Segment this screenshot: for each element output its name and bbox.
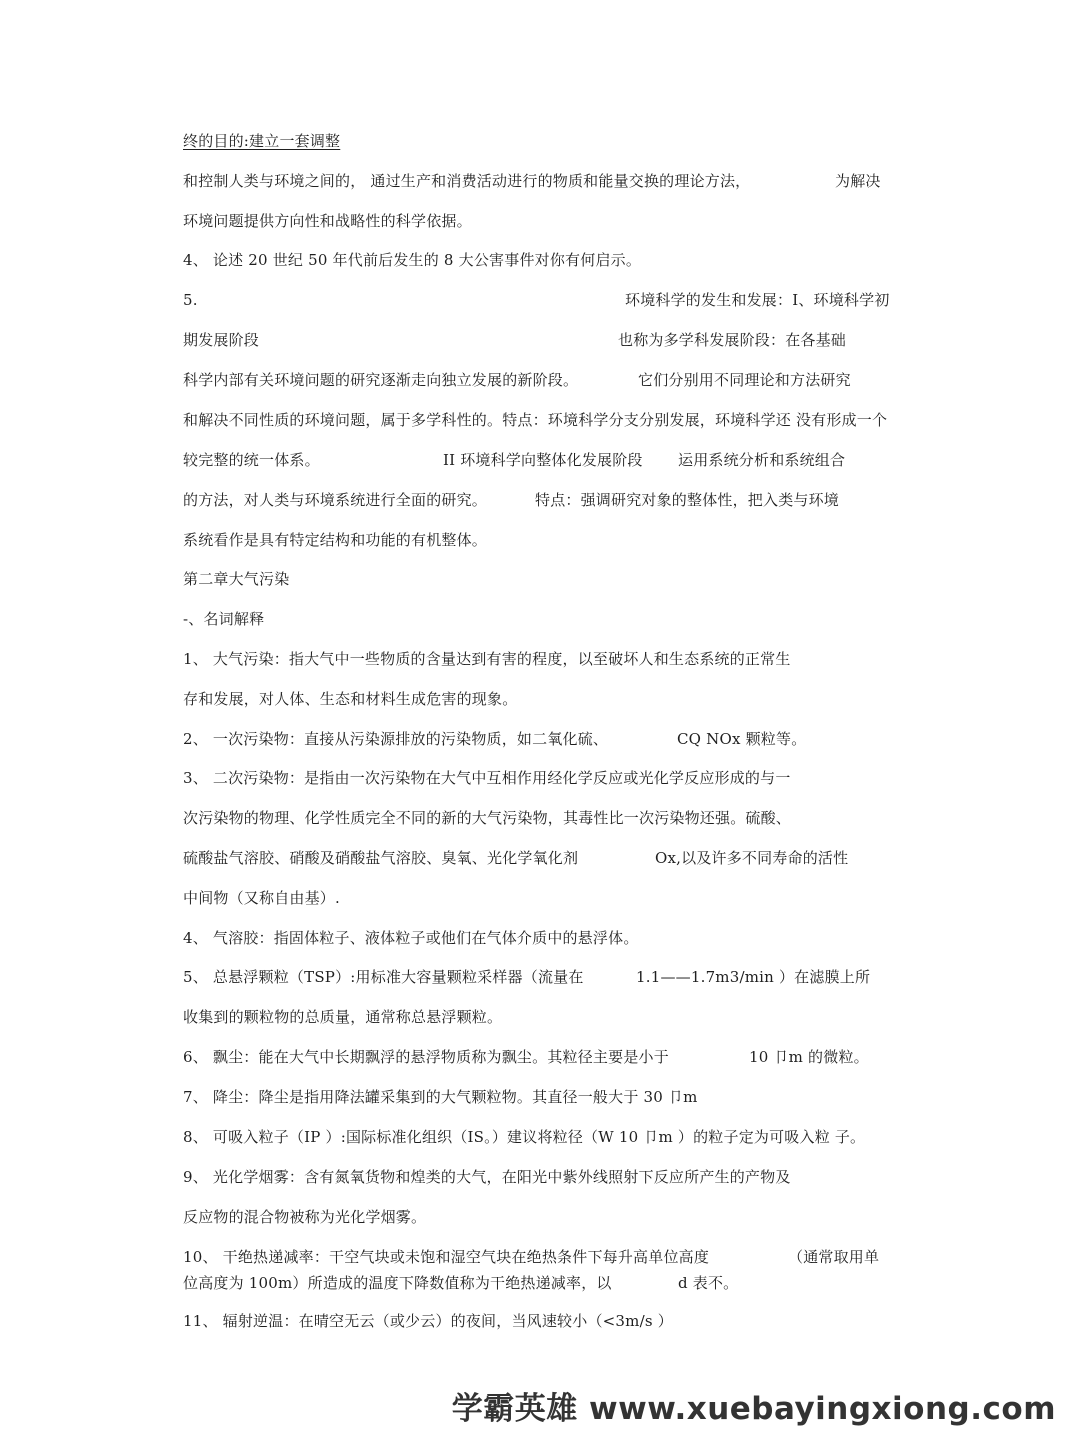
text-segment: 位高度为 100m）所造成的温度下降数值称为干绝热递减率，以 [183,1274,612,1292]
text-segment: 它们分别用不同理论和方法研究 [638,371,851,389]
text-segment: 6、 飘尘：能在大气中长期飘浮的悬浮物质称为飘尘。其粒径主要是小于 [183,1048,669,1066]
text-segment: 运用系统分析和系统组合 [678,451,846,469]
text-segment: 的方法，对人类与环境系统进行全面的研究。 [183,491,488,509]
text-segment: 3、 二次污染物：是指由一次污染物在大气中互相作用经化学反应或光化学反应形成的与一 [183,769,791,787]
text-segment: 和控制人类与环境之间的， 通过生产和消费活动进行的物质和能量交换的理论方法， [183,172,751,190]
text-segment: 也称为多学科发展阶段：在各基础 [618,331,847,349]
text-segment: -、名词解释 [183,610,265,628]
text-segment: II 环境科学向整体化发展阶段 [443,451,643,469]
text-segment: 2、 一次污染物：直接从污染源排放的污染物质，如二氧化硫、 [183,730,609,748]
text-segment: 存和发展，对人体、生态和材料生成危害的现象。 [183,690,518,708]
text-segment: 1、 大气污染：指大气中一些物质的含量达到有害的程度，以至破坏人和生态系统的正常生 [183,650,791,668]
text-segment: d 表不。 [678,1274,739,1292]
text-segment: 4、 气溶胶：指固体粒子、液体粒子或他们在气体介质中的悬浮体。 [183,929,639,947]
text-segment: （通常取用单 [788,1248,880,1266]
text-segment: 7、 降尘：降尘是指用降法罐采集到的大气颗粒物。其直径一般大于 30 卩m [183,1088,698,1106]
text-segment: 特点：强调研究对象的整体性，把入类与环境 [535,491,840,509]
site-watermark: 学霸英雄 www.xuebayingxiong.com [451,1391,1056,1427]
text-segment: 8、 可吸入粒子（IP ）:国际标准化组织（IS。）建议将粒径（W 10 卩m ）的粒子定为可吸入粒 子。 [183,1128,866,1146]
text-segment: 收集到的颗粒物的总质量，通常称总悬浮颗粒。 [183,1008,503,1026]
text-segment: 环境科学的发生和发展：I、环境科学初 [625,291,890,309]
text-segment: 中间物（又称自由基）. [183,889,340,907]
text-segment: Ox,以及许多不同寿命的活性 [655,849,849,867]
text-segment: 系统看作是具有特定结构和功能的有机整体。 [183,531,488,549]
text-segment: 次污染物的物理、化学性质完全不同的新的大气污染物，其毒性比一次污染物还强。硫酸、 [183,809,792,827]
text-segment: 4、 论述 20 世纪 50 年代前后发生的 8 大公害事件对你有何启示。 [183,251,642,269]
text-segment: 较完整的统一体系。 [183,451,320,469]
text-segment: 5. [183,291,198,309]
text-segment: 10、 干绝热递减率：干空气块或未饱和湿空气块在绝热条件下每升高单位高度 [183,1248,710,1266]
text-segment: 1.1——1.7m3/min ）在滤膜上所 [636,968,871,986]
text-segment: 为解决 [835,172,881,190]
text-segment: 环境问题提供方向性和战略性的科学依据。 [183,212,472,230]
text-segment: CQ NOx 颗粒等。 [677,730,807,748]
text-segment: 9、 光化学烟雾：含有氮氧货物和煌类的大气，在阳光中紫外线照射下反应所产生的产物及 [183,1168,791,1186]
text-segment: 第二章大气污染 [183,570,290,588]
text-segment: 反应物的混合物被称为光化学烟雾。 [183,1208,427,1226]
text-segment: 科学内部有关环境问题的研究逐渐走向独立发展的新阶段。 [183,371,579,389]
text-segment: 11、 辐射逆温：在晴空无云（或少云）的夜间，当风速较小（<3m/s ） [183,1312,673,1330]
text-segment: 期发展阶段 [183,331,260,349]
text-segment: 终的目的:建立一套调整 [183,132,341,150]
text-segment: 5、 总悬浮颗粒（TSP）:用标准大容量颗粒采样器（流量在 [183,968,584,986]
text-segment: 10 卩m 的微粒。 [749,1048,869,1066]
text-segment: 硫酸盐气溶胶、硝酸及硝酸盐气溶胶、臭氧、光化学氧化剂 [183,849,579,867]
text-segment: 和解决不同性质的环境问题，属于多学科性的。特点：环境科学分支分别发展，环境科学还 没有形成一个 [183,411,888,429]
